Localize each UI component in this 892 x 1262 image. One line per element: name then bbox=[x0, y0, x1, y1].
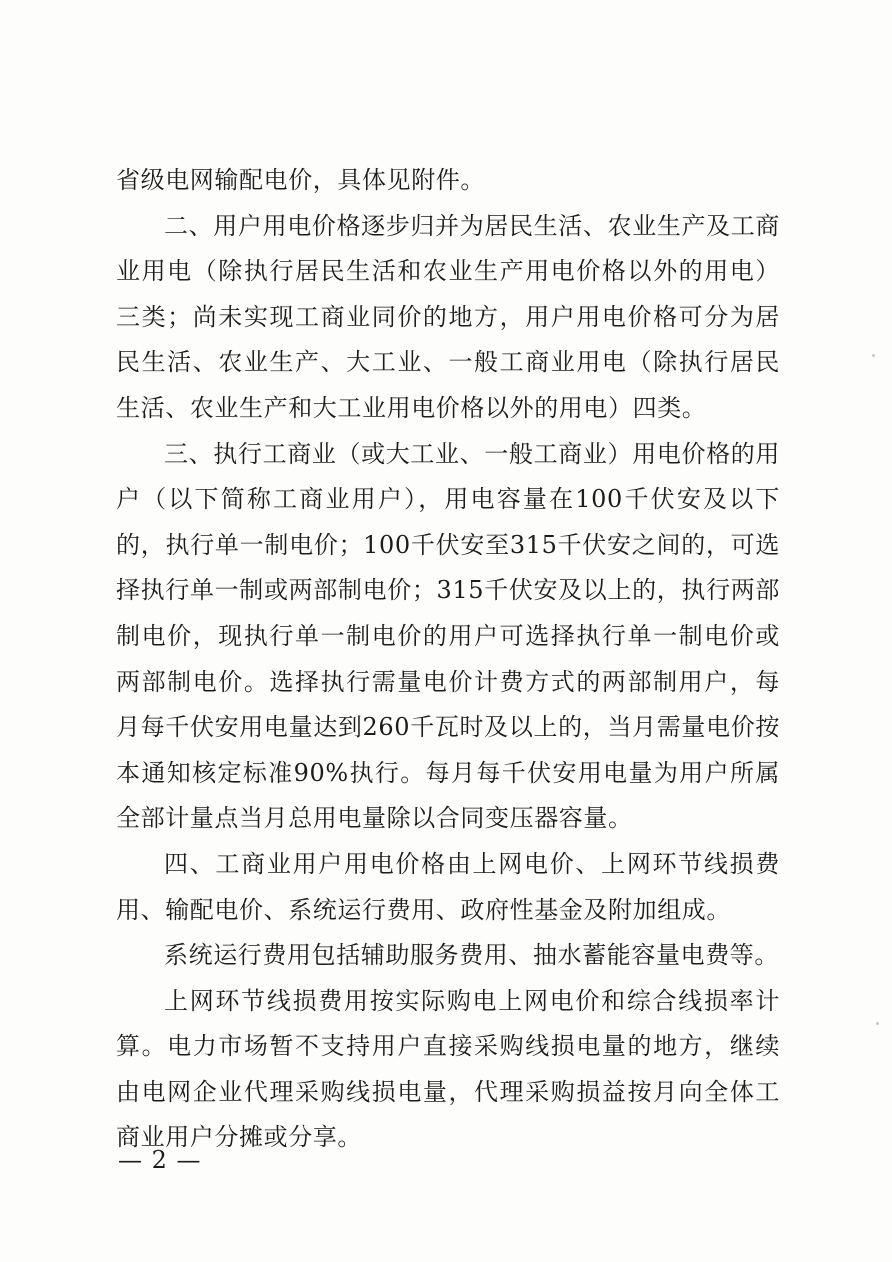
page-number: — 2 — bbox=[118, 1146, 202, 1174]
paragraph-line-loss: 上网环节线损费用按实际购电上网电价和综合线损率计算。电力市场暂不支持用户直接采购线损电量的地方，继续由电网企业代理采购线损电量，代理采购损益按月向全体工商业用户分摊或分享。 bbox=[116, 986, 780, 1152]
scan-speck bbox=[876, 1022, 879, 1025]
paragraph-system-cost: 系统运行费用包括辅助服务费用、抽水蓄能容量电费等。 bbox=[164, 941, 779, 970]
paragraph-item-3: 三、执行工商业（或大工业、一般工商业）用电价格的用户（以下简称工商业用户），用电容量在100千伏安及以下的，执行单一制电价；100千伏安至315千伏安之间的，可选择执行单一制或两部制电价；315千伏安及以上的，执行两部制电价，现执行单一制电价的用户可选择执行单一制电价或两部制电价。选择执行需量电价计费方式的两部制用户，每月每千伏安用电量达到260千瓦时及以上的，当月需量电价按本通知核定标准90%执行。每月每千伏安用电量为用户所属全部计量点当月总用电量除以合同变压器容量。 bbox=[116, 439, 780, 833]
scan-speck bbox=[872, 354, 875, 357]
paragraph-item-4: 四、工商业用户用电价格由上网电价、上网环节线损费用、输配电价、系统运行费用、政府性基金及附加组成。 bbox=[116, 849, 780, 924]
document-body bbox=[116, 158, 780, 1161]
paragraph-continuation: 省级电网输配电价，具体见附件。 bbox=[116, 166, 485, 194]
paragraph-item-2: 二、用户用电价格逐步归并为居民生活、农业生产及工商业用电（除执行居民生活和农业生产用电价格以外的用电）三类；尚未实现工商业同价的地方，用户用电价格可分为居民生活、农业生产、大工业、一般工商业用电（除执行居民生活、农业生产和大工业用电价格以外的用电）四类。 bbox=[116, 211, 780, 422]
